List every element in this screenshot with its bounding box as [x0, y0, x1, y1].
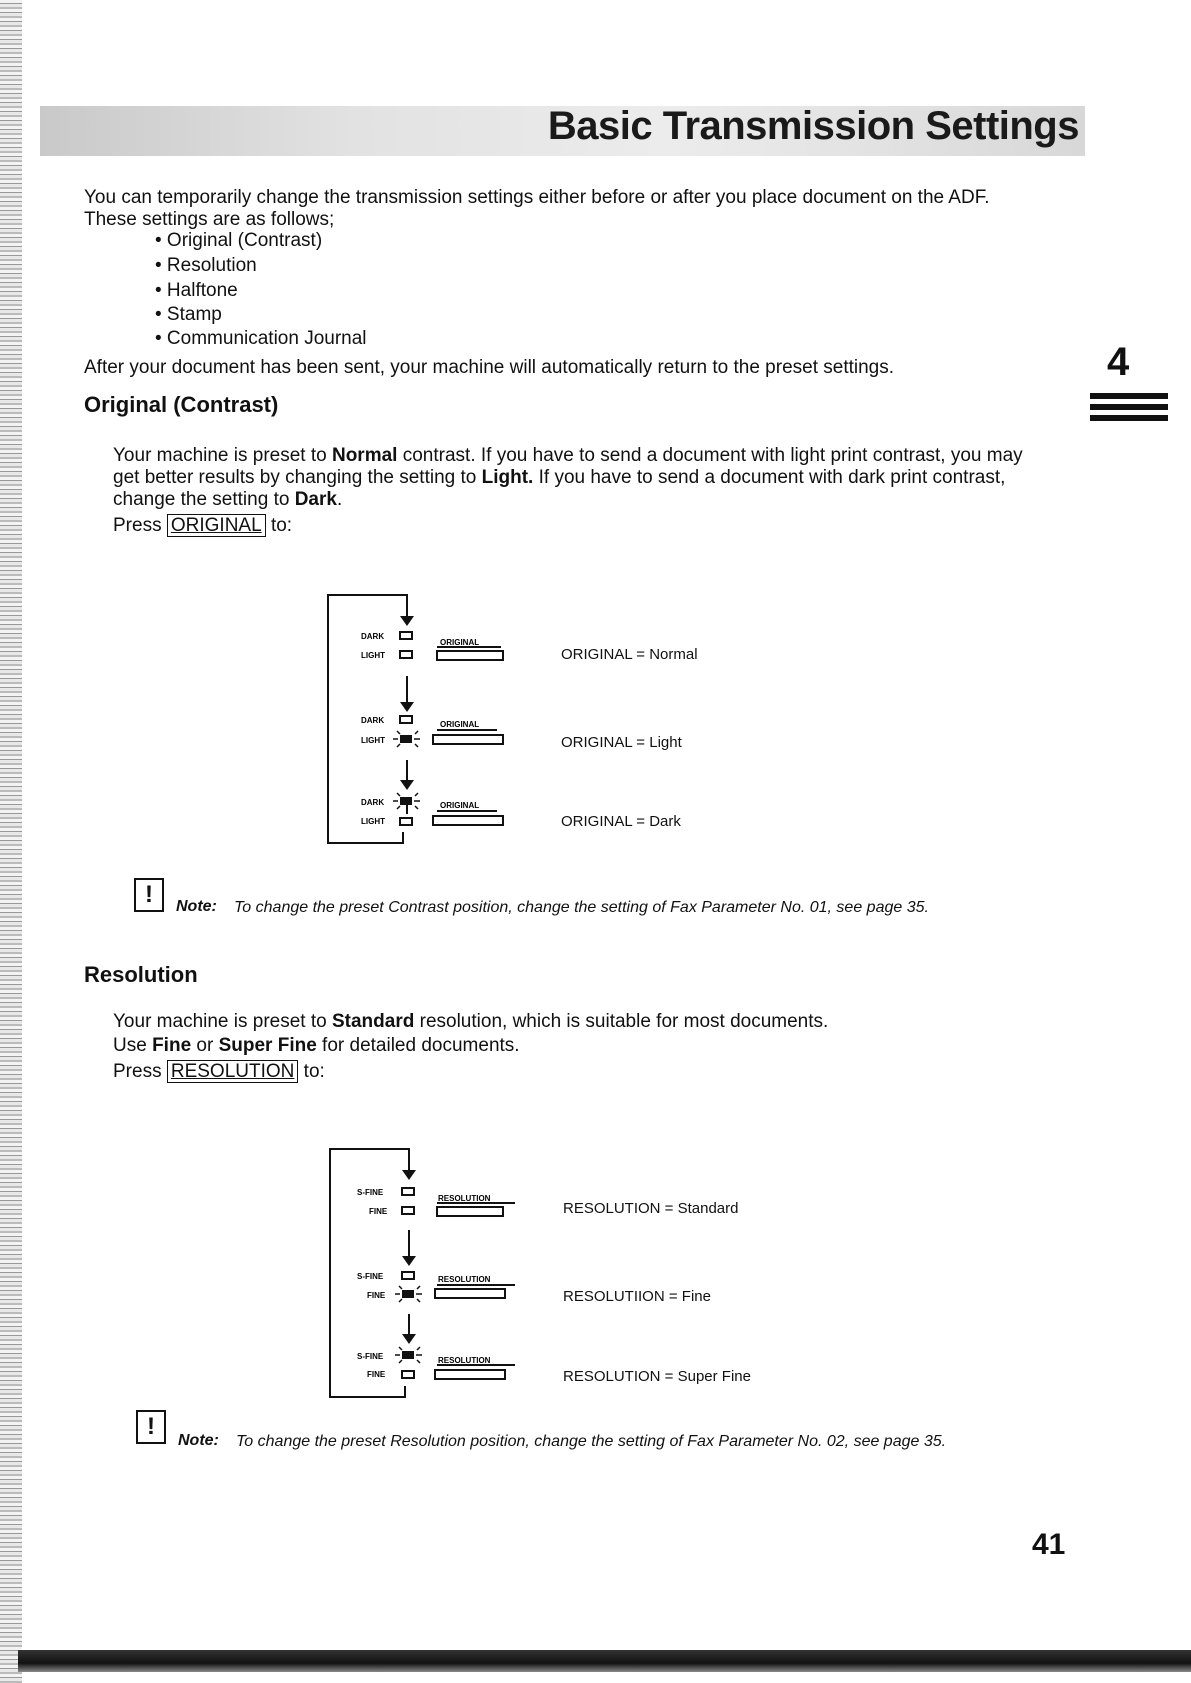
note-text-original: To change the preset Contrast position, change the setting of Fax Parameter No. 01, see page 35. [234, 899, 929, 916]
bullet-item: • Resolution [155, 255, 257, 276]
page-title: Basic Transmission Settings [547, 104, 1079, 148]
section-heading-original: Original (Contrast) [84, 392, 279, 417]
bullet-item: • Original (Contrast) [155, 230, 323, 251]
bullet-item: • Communication Journal [155, 328, 367, 349]
svg-text:LIGHT: LIGHT [361, 817, 385, 826]
note-text-resolution: To change the preset Resolution position, change the setting of Fax Parameter No. 02, see page 35. [236, 1433, 947, 1450]
scan-edge-left [0, 0, 22, 1683]
intro-line-3: After your document has been sent, your machine will automatically return to the preset settings. [84, 357, 895, 378]
intro-line-2: These settings are as follows; [84, 209, 335, 230]
svg-text:ORIGINAL: ORIGINAL [440, 720, 480, 729]
resolution-paragraph-line-2: Use Fine or Super Fine for detailed documents. [113, 1035, 520, 1056]
chapter-tab-marker [1090, 393, 1168, 426]
bullet-item: • Halftone [155, 280, 238, 301]
resolution-state-fine: RESOLUTIION = Fine [563, 1288, 711, 1305]
svg-text:RESOLUTION: RESOLUTION [438, 1194, 491, 1203]
svg-text:S-FINE: S-FINE [357, 1272, 384, 1281]
svg-text:RESOLUTION: RESOLUTION [438, 1356, 491, 1365]
resolution-diagram [327, 1146, 532, 1400]
note-icon: ! [134, 878, 164, 912]
resolution-key: RESOLUTION [167, 1060, 299, 1083]
original-state-light: ORIGINAL = Light [561, 734, 682, 751]
page-number: 41 [1032, 1528, 1066, 1561]
svg-text:FINE: FINE [367, 1291, 386, 1300]
svg-text:DARK: DARK [361, 716, 385, 725]
original-diagram [325, 592, 515, 846]
original-state-dark: ORIGINAL = Dark [561, 813, 681, 830]
scan-edge-bottom [18, 1650, 1191, 1672]
svg-text:DARK: DARK [361, 632, 385, 641]
note-label: Note: [178, 1432, 219, 1449]
svg-text:ORIGINAL: ORIGINAL [440, 638, 480, 647]
note-label: Note: [176, 898, 217, 915]
original-paragraph-line-1: Your machine is preset to Normal contrast. If you have to send a document with light print contrast, you may [113, 445, 1023, 466]
original-state-normal: ORIGINAL = Normal [561, 646, 698, 663]
svg-text:RESOLUTION: RESOLUTION [438, 1275, 491, 1284]
original-paragraph-line-3: change the setting to Dark. [113, 489, 343, 510]
original-paragraph-line-2: get better results by changing the setting to Light. If you have to send a document with dark print contrast, [113, 467, 1006, 488]
resolution-paragraph-line-1: Your machine is preset to Standard resolution, which is suitable for most documents. [113, 1011, 829, 1032]
note-icon: ! [136, 1410, 166, 1444]
svg-text:S-FINE: S-FINE [357, 1352, 384, 1361]
svg-text:FINE: FINE [369, 1207, 388, 1216]
svg-text:ORIGINAL: ORIGINAL [440, 801, 480, 810]
resolution-state-standard: RESOLUTION = Standard [563, 1200, 739, 1217]
original-key: ORIGINAL [167, 514, 266, 537]
svg-text:FINE: FINE [367, 1370, 386, 1379]
svg-text:LIGHT: LIGHT [361, 736, 385, 745]
bullet-item: • Stamp [155, 304, 222, 325]
svg-text:S-FINE: S-FINE [357, 1188, 384, 1197]
resolution-press-line: Press RESOLUTION to: [113, 1061, 325, 1082]
svg-text:DARK: DARK [361, 798, 385, 807]
original-press-line: Press ORIGINAL to: [113, 515, 293, 536]
svg-text:LIGHT: LIGHT [361, 651, 385, 660]
intro-line-1: You can temporarily change the transmission settings either before or after you place document on the ADF. [84, 187, 990, 208]
resolution-state-super-fine: RESOLUTION = Super Fine [563, 1368, 751, 1385]
chapter-number: 4 [1107, 340, 1130, 384]
section-heading-resolution: Resolution [84, 962, 198, 987]
